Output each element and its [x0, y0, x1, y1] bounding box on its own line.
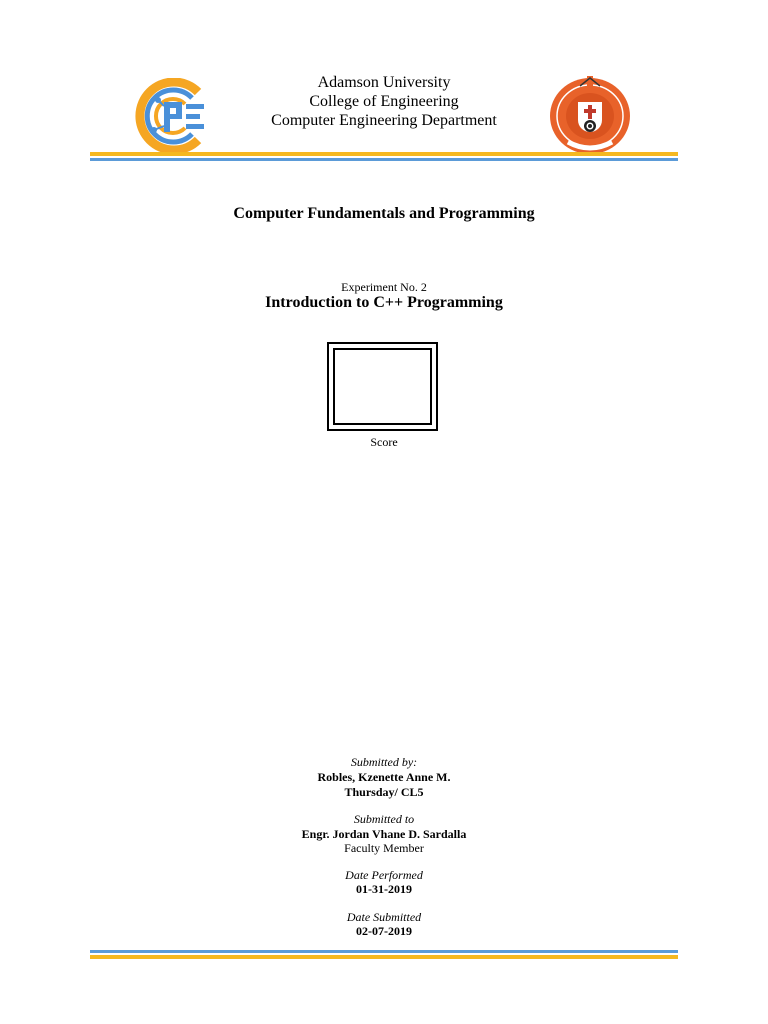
student-schedule: Thursday/ CL5: [344, 785, 424, 799]
instructor-name: Engr. Jordan Vhane D. Sardalla: [301, 827, 467, 841]
score-value: [333, 348, 432, 425]
date-submitted-label: Date Submitted: [346, 910, 422, 924]
date-performed: 01-31-2019: [356, 882, 412, 896]
date-performed-label: Date Performed: [345, 868, 423, 882]
score-label: Score: [370, 435, 398, 449]
submitted-to-label: Submitted to: [353, 812, 415, 826]
student-name: Robles, Kzenette Anne M.: [317, 770, 451, 784]
instructor-role: Faculty Member: [344, 841, 424, 855]
header-divider-band: [90, 152, 678, 161]
engineering-college-seal-logo: [546, 72, 634, 158]
college-name: College of Engineering: [309, 93, 459, 110]
experiment-number: Experiment No. 2: [341, 280, 427, 294]
course-title: Computer Fundamentals and Programming: [233, 205, 535, 222]
date-submitted: 02-07-2019: [356, 924, 412, 938]
department-name: Computer Engineering Department: [271, 112, 497, 129]
submitted-by-label: Submitted by:: [350, 755, 418, 769]
experiment-title: Introduction to C++ Programming: [265, 294, 503, 311]
university-name: Adamson University: [317, 74, 451, 91]
score-box: [327, 342, 438, 431]
footer-divider-band: [90, 950, 678, 959]
